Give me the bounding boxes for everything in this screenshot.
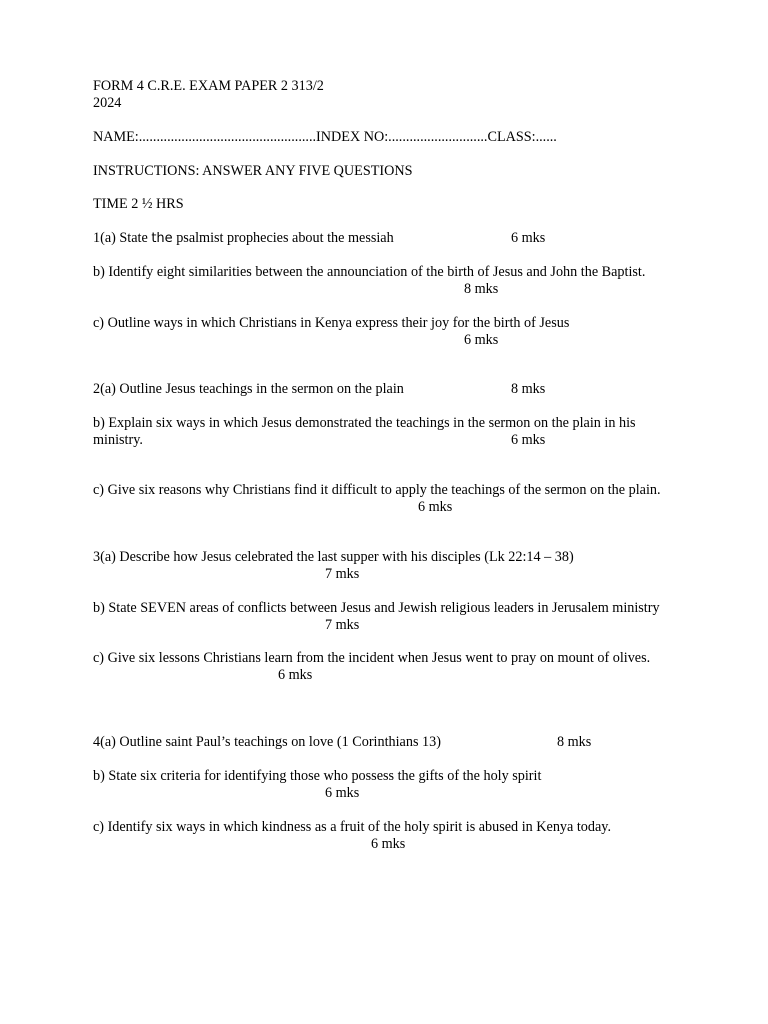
paper-title: FORM 4 C.R.E. EXAM PAPER 2 313/2 (93, 78, 324, 94)
question-1b: b) Identify eight similarities between the announciation of the birth of Jesus and John the Baptist. (93, 264, 646, 280)
question-3b-marks: 7 mks (325, 617, 360, 633)
question-1a-marks: 6 mks (511, 230, 546, 246)
question-4a: 4(a) Outline saint Paul’s teachings on love (1 Corinthians 13) (93, 734, 441, 750)
question-3c: c) Give six lessons Christians learn from the incident when Jesus went to pray on mount of olives. (93, 650, 651, 666)
question-3c-marks: 6 mks (278, 667, 313, 683)
question-1b-marks: 8 mks (464, 281, 499, 297)
time-allowed: TIME 2 ½ HRS (93, 196, 184, 212)
question-4a-marks: 8 mks (557, 734, 592, 750)
candidate-details-line: NAME:..................................................INDEX NO:............................CLASS:...... (93, 129, 557, 145)
question-1c-marks: 6 mks (464, 332, 499, 348)
question-4c-marks: 6 mks (371, 836, 406, 852)
question-2a: 2(a) Outline Jesus teachings in the sermon on the plain (93, 381, 404, 397)
question-3a: 3(a) Describe how Jesus celebrated the last supper with his disciples (Lk 22:14 – 38) (93, 549, 574, 565)
instructions: INSTRUCTIONS: ANSWER ANY FIVE QUESTIONS (93, 163, 413, 179)
question-2b-marks: 6 mks (511, 432, 546, 448)
paper-year: 2024 (93, 95, 122, 111)
question-4c: c) Identify six ways in which kindness as a fruit of the holy spirit is abused in Kenya today. (93, 819, 612, 835)
question-2c-marks: 6 mks (418, 499, 453, 515)
question-3a-marks: 7 mks (325, 566, 360, 582)
question-4b-marks: 6 mks (325, 785, 360, 801)
question-1c: c) Outline ways in which Christians in Kenya express their joy for the birth of Jesus (93, 315, 570, 331)
question-1a: 1(a) State the psalmist prophecies about the messiah (93, 230, 394, 246)
question-3b: b) State SEVEN areas of conflicts between Jesus and Jewish religious leaders in Jerusalem ministry (93, 600, 660, 616)
question-2b: b) Explain six ways in which Jesus demonstrated the teachings in the sermon on the plain in his ministry. (93, 415, 636, 448)
question-4b: b) State six criteria for identifying those who possess the gifts of the holy spirit (93, 768, 542, 784)
question-2a-marks: 8 mks (511, 381, 546, 397)
question-2c: c) Give six reasons why Christians find it difficult to apply the teachings of the sermon on the plain. (93, 482, 661, 498)
